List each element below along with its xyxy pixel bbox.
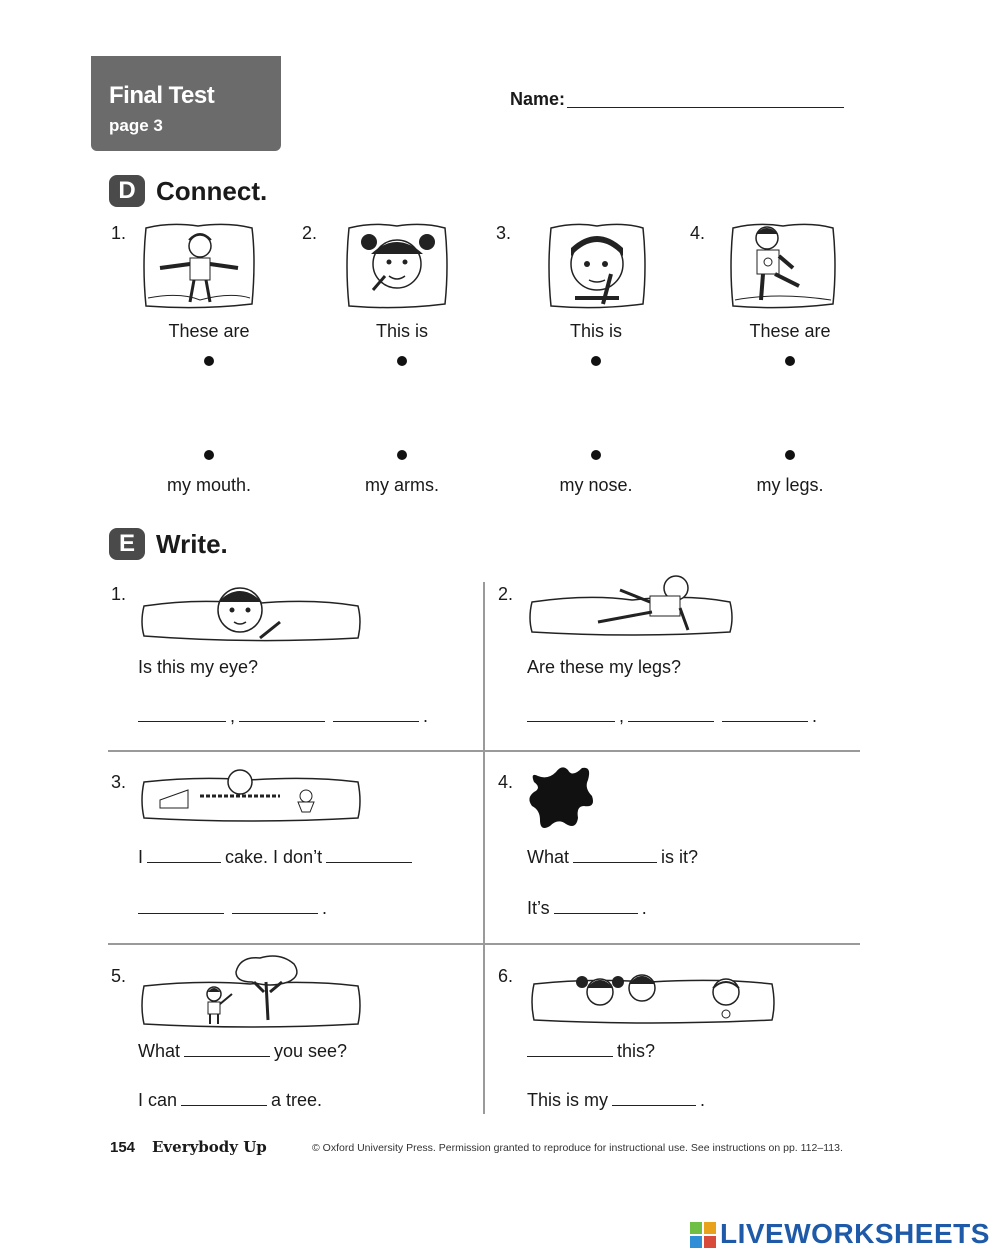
copyright-notice: © Oxford University Press. Permission granted to reproduce for instructional use. See instructions on pp. 112–113. [312, 1142, 843, 1154]
e-q5-l1-text-a: What [138, 1041, 181, 1061]
section-e-badge: E [109, 528, 145, 560]
e-q1-comma: , [230, 706, 236, 726]
e-q4-line-1 [527, 847, 698, 868]
d-item-4-bottom-label: my legs. [756, 475, 824, 495]
d-item-3-top-label: This is [569, 321, 622, 341]
e-q3-blank-2[interactable] [326, 862, 412, 863]
e-q6-l1-text-b: this? [617, 1041, 656, 1061]
e-q2-number: 2. [498, 584, 514, 604]
e-q3-line-1 [138, 847, 416, 868]
d-item-2-bottom-label: my arms. [365, 475, 439, 495]
section-d-title: Connect. [156, 176, 268, 206]
e-q3-line-2 [134, 898, 327, 919]
footer-brand: Everybody Up [152, 1138, 267, 1156]
d-item-4-number: 4. [690, 223, 706, 243]
e-q1-blank-1[interactable] [138, 721, 226, 722]
e-q4-period: . [641, 898, 647, 918]
d-item-2-bottom-dot[interactable] [397, 450, 407, 460]
e-q2-blank-2[interactable] [628, 721, 714, 722]
e-q4-number: 4. [498, 772, 514, 792]
e-q5-line-2 [138, 1090, 322, 1111]
e-q5-blank-1[interactable] [184, 1056, 270, 1057]
e-q1-blank-2[interactable] [239, 721, 325, 722]
page-number: 154 [110, 1139, 136, 1156]
e-q3-blank-4[interactable] [232, 913, 318, 914]
girl-mouth-illustration [343, 220, 451, 312]
name-field[interactable] [567, 107, 844, 108]
e-q3-number: 3. [111, 772, 127, 792]
boy-nose-illustration [545, 220, 649, 312]
e-q2-comma: , [619, 706, 625, 726]
d-item-4-bottom-dot[interactable] [785, 450, 795, 460]
e-q5-number: 5. [111, 966, 127, 986]
e-q2-period: . [812, 706, 818, 726]
e-q4-line-2 [527, 898, 647, 919]
e-q2-blank-1[interactable] [527, 721, 615, 722]
name-label: Name: [510, 89, 566, 109]
header-box [91, 56, 281, 151]
e-q6-l2-text-a: This is my [527, 1090, 608, 1110]
e-q4-blank-2[interactable] [554, 913, 638, 914]
liveworksheets-logo-icon [690, 1222, 716, 1248]
d-item-3-number: 3. [496, 223, 512, 243]
e-q1-answer-line [134, 706, 428, 727]
section-e-title: Write. [156, 529, 228, 559]
e-q5-blank-2[interactable] [181, 1105, 267, 1106]
black-splat-illustration [526, 762, 596, 832]
d-item-3-top-dot[interactable] [591, 356, 601, 366]
d-item-2-number: 2. [302, 223, 318, 243]
e-q1-blank-3[interactable] [333, 721, 419, 722]
boy-eye-illustration [140, 580, 362, 642]
d-item-1-bottom-label: my mouth. [166, 475, 252, 495]
d-item-3-bottom-label: my nose. [559, 475, 633, 495]
liveworksheets-watermark: LIVEWORKSHEETS [720, 1218, 990, 1249]
e-q4-l1-text-b: is it? [661, 847, 699, 867]
e-q6-line-2 [527, 1090, 705, 1111]
e-q6-blank-1[interactable] [527, 1056, 613, 1057]
e-q5-l1-text-b: you see? [274, 1041, 348, 1061]
e-q3-blank-1[interactable] [147, 862, 221, 863]
e-q5-line-1 [138, 1041, 347, 1062]
e-q4-blank-1[interactable] [573, 862, 657, 863]
column-divider [483, 582, 485, 1114]
e-q3-l1-text-b: cake. I don’t [225, 847, 323, 867]
d-item-1-top-label: These are [168, 321, 250, 341]
e-q3-blank-3[interactable] [138, 913, 224, 914]
child-tree-illustration [140, 952, 362, 1030]
e-q3-l1-text-a: I [138, 847, 144, 867]
child-cake-illustration [140, 766, 362, 824]
d-item-2-top-dot[interactable] [397, 356, 407, 366]
d-item-4-top-dot[interactable] [785, 356, 795, 366]
d-item-3-bottom-dot[interactable] [591, 450, 601, 460]
d-item-1-number: 1. [111, 223, 127, 243]
children-friend-illustration [530, 962, 776, 1026]
e-q2-blank-3[interactable] [722, 721, 808, 722]
test-title: Final Test [109, 82, 215, 109]
e-q4-l2-text-a: It’s [527, 898, 550, 918]
d-item-4-top-label: These are [749, 321, 831, 341]
section-d-badge: D [109, 175, 145, 207]
d-item-2-top-label: This is [375, 321, 428, 341]
e-q6-number: 6. [498, 966, 514, 986]
e-q5-l2-text-b: a tree. [271, 1090, 323, 1110]
boy-legs-illustration [727, 220, 839, 312]
d-item-1-bottom-dot[interactable] [204, 450, 214, 460]
e-q1-period: . [423, 706, 429, 726]
e-q1-number: 1. [111, 584, 127, 604]
e-q3-period: . [322, 898, 328, 918]
boy-arms-illustration [140, 220, 258, 312]
e-q2-question: Are these my legs? [527, 657, 682, 677]
e-q6-period: . [700, 1090, 706, 1110]
row-divider-1 [108, 750, 860, 752]
e-q6-blank-2[interactable] [612, 1105, 696, 1106]
e-q6-line-1 [523, 1041, 655, 1062]
d-item-1-top-dot[interactable] [204, 356, 214, 366]
page-subtitle: page 3 [109, 116, 163, 135]
boy-lying-legs-illustration [528, 572, 734, 638]
e-q2-answer-line [523, 706, 817, 727]
e-q1-question: Is this my eye? [138, 657, 259, 677]
e-q5-l2-text-a: I can [138, 1090, 178, 1110]
row-divider-2 [108, 943, 860, 945]
e-q4-l1-text-a: What [527, 847, 570, 867]
